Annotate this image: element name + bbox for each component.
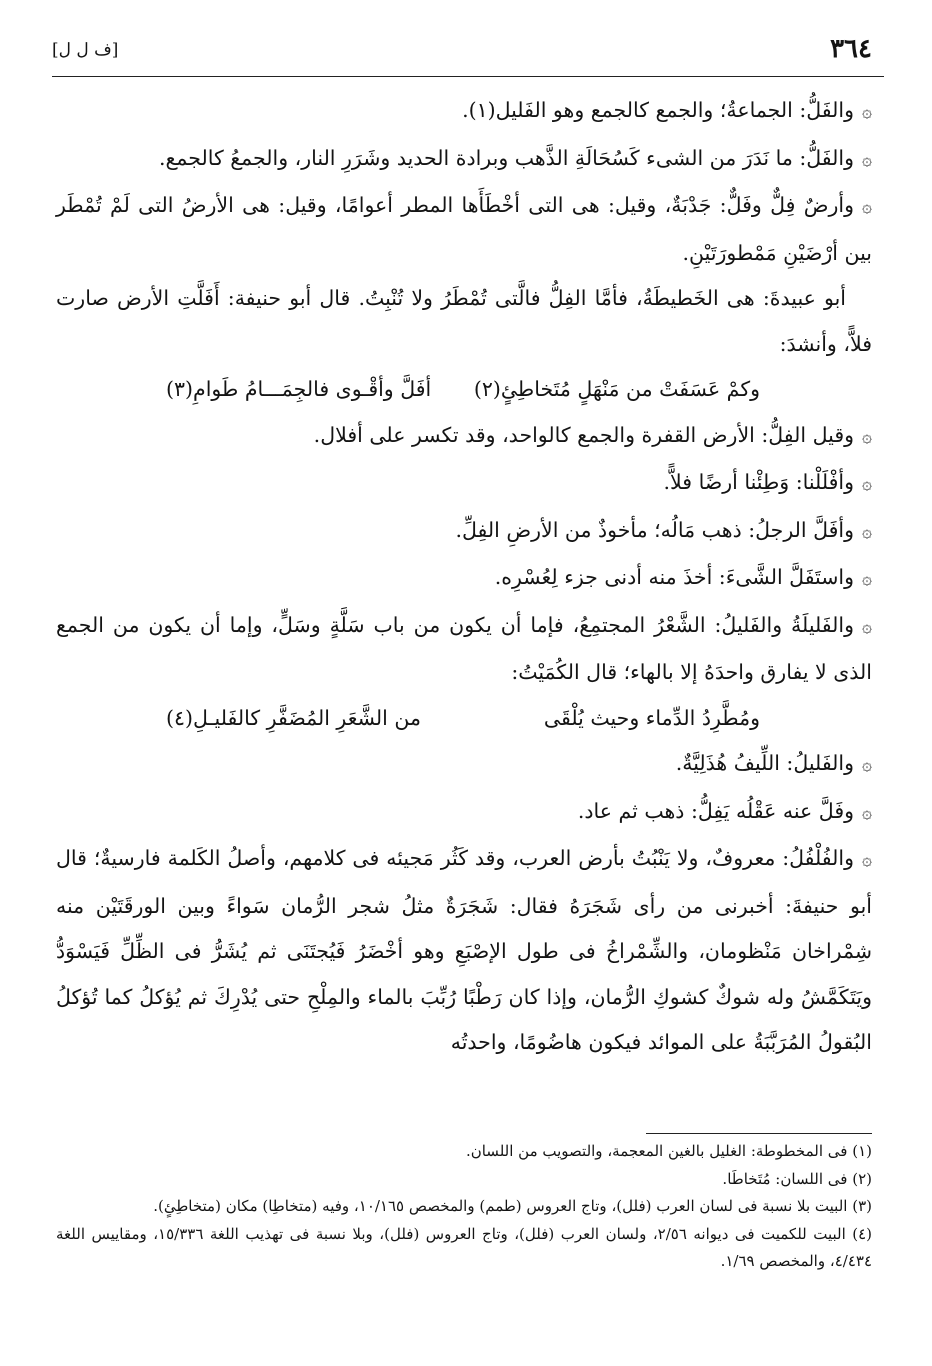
footnote: (٣) البيت بلا نسبة فى لسان العرب (فلل)، وتاج العروس (طمم) والمخصص ١٠/١٦٥، وفيه (متخاطِا) مكان (متخاطِئٍ). [153,1197,872,1215]
paragraph-text: والفَليلُ: اللِّيفُ هُذَلِيَّةٌ. [675,751,855,775]
verse-first-hemistich: ومُطَّرِدُ الدِّماء وحيث يُلْقَى [543,705,760,730]
ornament-bullet-icon: ۞ [862,616,872,637]
paragraph-text: والفَلُّ: الجماعةُ؛ والجمع كالجمع وهو الفَليل(١). [462,98,855,122]
entry-paragraph [56,836,872,1066]
entry-paragraph [56,136,872,184]
paragraph-text: واستَفَلَّ الشَّىءَ: أخذَ منه أدنى جزء لِعُسْرِه. [494,565,855,589]
ornament-bullet-icon: ۞ [862,802,872,823]
paragraph-text: والفُلْفُلُ: معروفٌ، ولا يَنْبُتُ بأرض العرب، وقد كَثُر مَجيئه فى كلامهم، وأصلُ الكَلمة فارسيةٌ؛ قال أبو حنيفةَ: أخبرنى من رأى شَجَرَهُ فقال: شَجَرَةٌ مثلُ شجر الرُّمان سَواءً وبين الورقَتَيْن منه شِمْراخان مَنْظومان، والشِّمْراخُ فى طول الإصْبَعِ وهو أخْضَرُ فَيُجتَنَى ثم يُشَرُّ فى الظِّلِّ فَيَسْوَدُّ ويَتَكَمَّشُ وله شوكٌ كشوكِ الرُّمان، وإذا كان رَطْبًا رُبِّبَ بالماء والمِلْحِ حتى يُدْرِكَ ثم يُؤكلُ كما تُؤكلُ البُقولُ المُرَبَّبَةُ على الموائد فيكون هاضُومًا، واحدتُه [56,846,872,1054]
paragraph-text: وفَلَّ عنه عَقْلُه يَفِلُّ: ذهب ثم عاد. [577,798,855,823]
ornament-bullet-icon: ۞ [862,426,872,447]
entry-paragraph [56,555,872,603]
ornament-bullet-icon: ۞ [862,149,872,170]
paragraph-text: وقيل الفِلُّ: الأرض القفرة والجمع كالواحد، وقد تكسر على أفلال. [313,422,855,447]
entry-paragraph [56,508,872,556]
footnote: (٤) البيت للكميت فى ديوانه ٢/٥٦، ولسان العرب (فلل)، وتاج العروس (فلل)، وبلا نسبة فى تهذيب اللغة ١٥/٣٣٦، ومقاييس اللغة ٤/٤٣٤، والمخصص ١/٦٩. [56,1224,872,1270]
poetry-verse [56,696,872,742]
ornament-bullet-icon: ۞ [862,474,872,494]
entry-paragraph [56,741,872,789]
verse-second-hemistich: من الشَّعَرِ المُضَفَّرِ كالفَليـلِ(٤) [166,705,421,730]
ornament-bullet-icon: ۞ [862,569,872,589]
footnotes [56,1138,872,1276]
footnote: (٢) فى اللسان: مُتَخاطَا. [722,1169,872,1188]
paragraph-text: وأفْلَلْنا: وَطِئْنا أرضًا فلاًّ. [663,470,855,494]
root-letters-label: [ف ل ل] [52,40,119,60]
page-header [52,30,884,74]
verse-second-hemistich: أفَلَّ وأقْـوى فالجِمَـــامُ طَوامِ(٣) [166,377,432,401]
paragraph-text: وأفَلَّ الرجلُ: ذهب مَالُه؛ مأخوذٌ من الأرضِ الفِلِّ. [455,517,855,542]
header-divider [52,76,884,77]
paragraph-text: أبو عبيدةَ: هى الخَطيطَةُ، فأمَّا الفِلُّ فالَّتى تُمْطَرُ ولا تُنْبِتُ. قال أبو حنيفة: أَفَلَّتِ الأرض صارت فلاًّ، وأنشدَ: [56,286,872,356]
entry-body [56,88,872,1066]
entry-paragraph [56,460,872,508]
verse-first-hemistich: وكمْ عَسَفَتْ من مَنْهَلٍ مُتَخاطِئٍ(٢) [473,377,760,401]
footnote-divider [646,1133,872,1134]
paragraph-text: والفَليلَةُ والفَليلُ: الشَّعْرُ المجتمِعُ، فإما أن يكون من باب سَلَّةٍ وسَلٍّ، وإما أن يكون من الجمع الذى لا يفارق واحدَهُ إلا بالهاء؛ قال الكُمَيْتُ: [56,612,872,684]
entry-paragraph [56,183,872,276]
footnote: (١) فى المخطوطة: الغليل بالغين المعجمة، والتصويب من اللسان. [465,1142,872,1160]
ornament-bullet-icon: ۞ [862,521,872,542]
entry-paragraph [56,276,872,367]
ornament-bullet-icon: ۞ [862,755,872,775]
page-number: ٣٦٤ [830,34,872,64]
entry-paragraph [56,413,872,461]
entry-paragraph [56,88,872,136]
ornament-bullet-icon: ۞ [862,102,872,122]
ornament-bullet-icon: ۞ [862,197,872,217]
entry-paragraph [56,603,872,696]
entry-paragraph [56,789,872,837]
paragraph-text: وأرضٌ فِلٌّ وفَلٌّ: جَدْبَةٌ، وقيل: هى التى أخْطَأَها المطر أعوامًا، وقيل: هى الأرضُ التى لَمْ تُمْطَر بين أرْضَيْنِ مَمْطورَتَيْنِ. [56,193,872,265]
poetry-verse [56,367,872,413]
ornament-bullet-icon: ۞ [862,850,872,870]
paragraph-text: والفَلُّ: ما نَدَرَ من الشىء كَسُحَالَةِ الذَّهب وبرادة الحديد وشَرَرِ النار، والجمعُ كالجمع. [158,145,855,170]
